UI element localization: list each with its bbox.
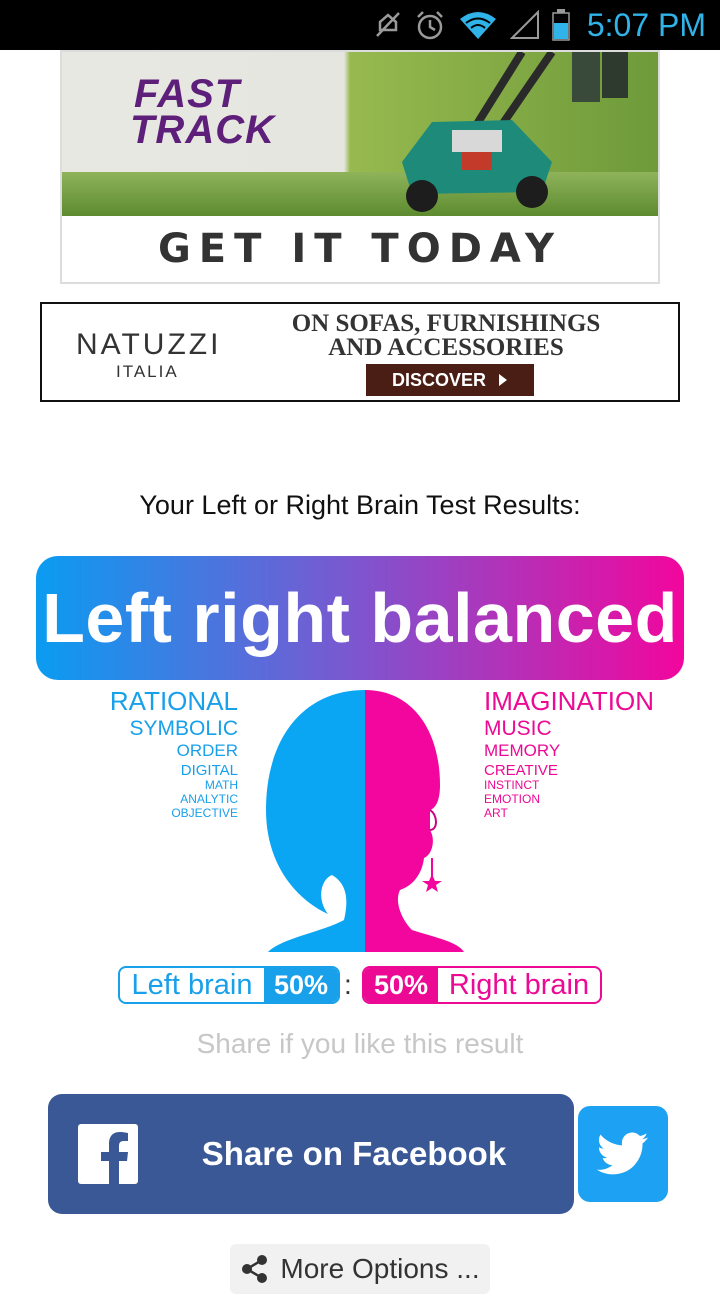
natuzzi-brand-sub: ITALIA xyxy=(116,362,179,381)
right-brain-score xyxy=(362,966,602,1004)
discover-button[interactable] xyxy=(366,364,534,396)
right-trait: IMAGINATION xyxy=(484,686,654,716)
score-separator: : xyxy=(344,969,352,1000)
right-trait: ART xyxy=(484,806,508,820)
right-trait: MUSIC xyxy=(484,717,552,740)
result-verdict: Left right balanced xyxy=(42,579,678,657)
left-trait: OBJECTIVE xyxy=(171,806,238,820)
left-trait: RATIONAL xyxy=(109,686,238,716)
natuzzi-headline: ON SOFAS, FURNISHINGS AND ACCESSORIES xyxy=(291,310,601,361)
right-brain-label: Right brain xyxy=(448,969,590,1001)
left-brain-label: Left brain xyxy=(131,969,253,1001)
battery-icon xyxy=(552,9,570,41)
logo-line-2: TRACK xyxy=(130,108,275,152)
earring-star xyxy=(422,874,442,892)
alarm-icon xyxy=(414,9,446,41)
brain-head-illustration xyxy=(262,690,468,952)
right-trait: CREATIVE xyxy=(484,762,558,779)
wifi-icon xyxy=(458,10,498,40)
signal-icon xyxy=(510,10,540,40)
mute-icon xyxy=(374,10,402,40)
discover-label: DISCOVER xyxy=(391,369,487,390)
right-brain-percent: 50% xyxy=(364,968,438,1002)
right-head-half xyxy=(365,690,464,952)
left-brain-score xyxy=(118,966,340,1004)
status-icons xyxy=(374,8,570,42)
left-trait: SYMBOLIC xyxy=(129,717,238,740)
right-trait: EMOTION xyxy=(484,792,540,806)
get-it-today-cta[interactable]: GET IT TODAY xyxy=(157,226,563,272)
more-options-button[interactable] xyxy=(230,1244,490,1294)
share-twitter-button[interactable] xyxy=(578,1106,668,1202)
lawn-mower-icon xyxy=(362,52,660,216)
left-traits-list xyxy=(60,688,238,821)
lawn-mower-image xyxy=(62,52,660,216)
facebook-icon xyxy=(78,1124,138,1184)
play-arrow-icon xyxy=(498,374,508,386)
share-facebook-button[interactable] xyxy=(48,1094,574,1214)
twitter-icon xyxy=(597,1132,649,1176)
left-brain-percent: 50% xyxy=(264,968,338,1002)
status-bar xyxy=(0,0,720,50)
right-traits-list xyxy=(484,688,704,821)
left-head-half xyxy=(266,690,365,952)
natuzzi-brand: NATUZZI xyxy=(76,328,222,361)
clock: 5:07 PM xyxy=(586,7,706,43)
right-trait: INSTINCT xyxy=(484,778,540,792)
right-trait: MEMORY xyxy=(484,741,561,760)
more-options-label: More Options ... xyxy=(280,1253,480,1284)
share-facebook-label: Share on Facebook xyxy=(201,1135,507,1172)
left-trait: DIGITAL xyxy=(180,762,238,779)
left-trait: ANALYTIC xyxy=(180,792,238,806)
fast-track-logo xyxy=(130,72,275,152)
fast-track-ad[interactable] xyxy=(60,50,660,284)
left-trait: MATH xyxy=(204,778,238,792)
share-hint: Share if you like this result xyxy=(196,1028,524,1059)
result-title: Your Left or Right Brain Test Results: xyxy=(139,490,581,520)
logo-line-1: FAST xyxy=(134,72,241,116)
result-banner xyxy=(36,556,684,680)
left-trait: ORDER xyxy=(176,741,238,760)
natuzzi-ad[interactable] xyxy=(40,302,680,402)
